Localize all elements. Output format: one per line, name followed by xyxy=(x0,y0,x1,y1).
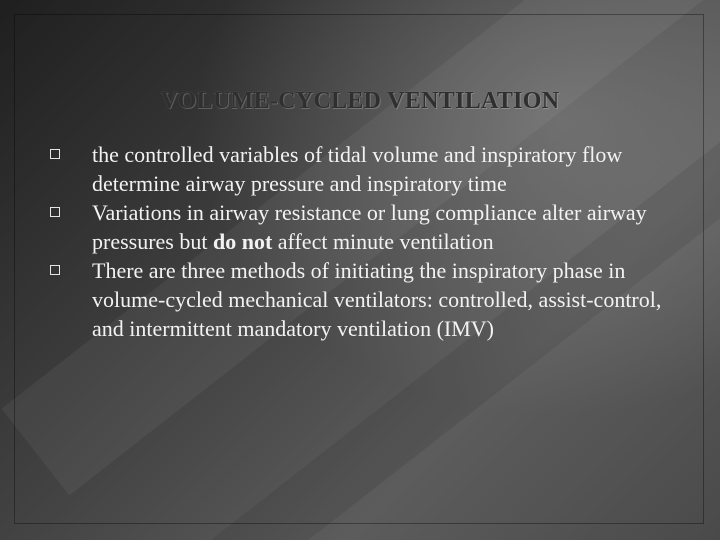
bullet-item xyxy=(50,140,690,198)
bullet-list xyxy=(50,140,690,343)
square-bullet-icon xyxy=(50,207,60,217)
slide-title: VOLUME-CYCLED VENTILATION xyxy=(160,88,560,114)
square-bullet-icon xyxy=(50,149,60,159)
bullet-item xyxy=(50,198,690,256)
bullet-item xyxy=(50,256,690,343)
bullet-emphasis: do not xyxy=(212,229,273,254)
bullet-text: affect minute ventilation xyxy=(272,229,494,254)
square-bullet-icon xyxy=(50,265,60,275)
bullet-text: There are three methods of initiating the inspiratory phase in volume-cycled mechanical ventilators: controlled, assist-control, and intermittent mandatory ventilation (IMV) xyxy=(92,258,662,341)
bullet-text: Variations in airway resistance or lung compliance alter airway pressures but xyxy=(92,200,647,254)
bullet-text: the controlled variables of tidal volume and inspiratory flow determine airway pressure and inspiratory time xyxy=(92,142,623,196)
